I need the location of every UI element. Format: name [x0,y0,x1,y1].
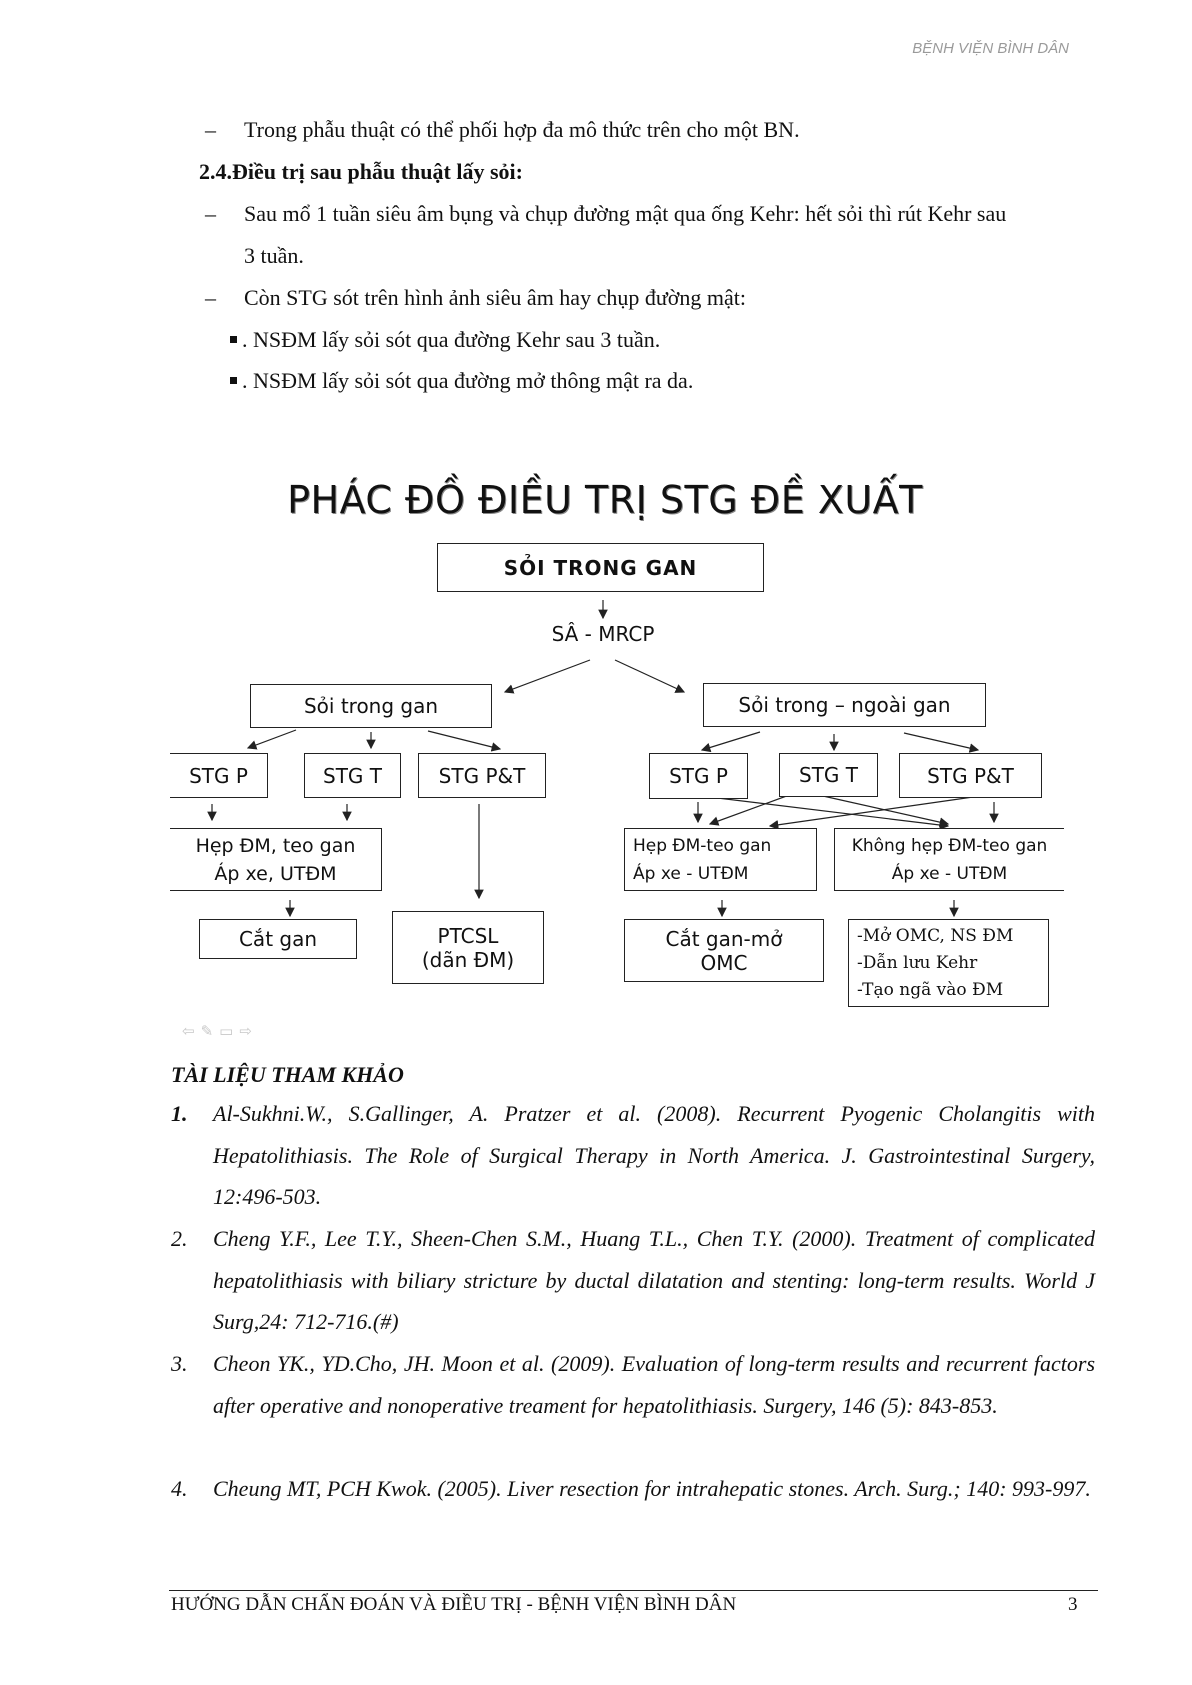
left-group-label: Sỏi trong gan [303,694,439,718]
node-label: STG P&T [927,763,1014,788]
treatment-step: -Dẫn lưu Kehr [857,952,978,973]
paragraph-line: Sau mổ 1 tuần siêu âm bụng và chụp đường mật qua ống Kehr: hết sỏi thì rút Kehr sau [244,201,1007,226]
node-label: STG P [189,763,248,788]
pen-icon: ✎ [200,1022,220,1040]
condition-line: Áp xe, UTĐM [214,862,337,885]
dash-marker: – [205,117,216,142]
reference-number: 2. [171,1226,188,1251]
bullet-item: . NSĐM lấy sỏi sót qua đường Kehr sau 3 tuần. [242,327,661,352]
node-label: STG T [799,763,858,787]
left-stg-p-node [170,753,268,798]
paragraph-line: 3 tuần. [244,243,304,268]
right-stg-p-node [649,753,748,799]
flowchart-title: PHÁC ĐỒ ĐIỀU TRỊ STG ĐỀ XUẤT [287,478,923,522]
bullet-icon [230,334,237,346]
diagnosis-label: SÂ - MRCP [551,622,655,646]
left-treatment-ptcsl-node [392,911,544,984]
node-label: STG P&T [438,763,526,788]
condition-line: Hẹp ĐM, teo gan [195,834,356,857]
paragraph-line: Trong phẫu thuật có thể phối hợp đa mô thức trên cho một BN. [244,117,800,142]
left-group-node [250,684,492,728]
bullet-item: . NSĐM lấy sỏi sót qua đường mở thông mật ra da. [242,368,694,393]
paragraph-line: Còn STG sót trên hình ảnh siêu âm hay chụp đường mật: [244,285,746,310]
treatment-label: OMC [700,950,748,975]
root-node [437,543,764,592]
footer-text: HƯỚNG DẪN CHẨN ĐOÁN VÀ ĐIỀU TRỊ - BỆNH VIỆN BÌNH DÂN [171,1594,737,1615]
next-arrow-icon: ⇨ [239,1022,258,1040]
footer-rule [169,1590,1098,1591]
condition-line: Áp xe - UTĐM [891,863,1008,884]
reference-text: Cheng Y.F., Lee T.Y., Sheen-Chen S.M., Huang T.L., Chen T.Y. (2000). Treatment of complicated hepatolithiasis with biliary stricture by ductal dilatation and stenting: long-term results. World J Surg,24: 712-716.(#) [213,1226,1095,1335]
root-label: SỎI TRONG GAN [503,555,698,580]
right-stg-t-node [779,753,878,797]
condition-line: Hẹp ĐM-teo gan [633,835,772,856]
dash-marker: – [205,285,216,310]
reference-item [171,1218,1095,1343]
reference-item [171,1093,1095,1218]
treatment-step: -Tạo ngã vào ĐM [857,979,1004,1000]
treatment-label: Cắt gan [238,927,318,951]
right-group-node [703,683,986,727]
right-condition-stenosis-node [624,828,817,891]
running-header: BỆNH VIỆN BÌNH DÂN [912,40,1069,57]
reference-number: 4. [171,1476,188,1501]
treatment-flowchart [150,470,1090,1030]
reference-text: Cheung MT, PCH Kwok. (2005). Liver resection for intrahepatic stones. Arch. Surg.; 140: 993-997. [213,1476,1091,1501]
treatment-label: PTCSL [437,923,499,948]
right-stg-pt-node [899,753,1042,798]
menu-icon: ▭ [219,1022,240,1040]
left-stg-t-node [304,753,401,798]
prev-arrow-icon: ⇦ [182,1022,201,1040]
reference-text: Cheon YK., YD.Cho, JH. Moon et al. (2009). Evaluation of long-term results and recurrent factors after operative and nonoperative treament for hepatolithiasis. Surgery, 146 (5): 843-853. [213,1351,1095,1418]
section-heading: 2.4.Điều trị sau phẫu thuật lấy sỏi: [199,159,523,184]
treatment-label: (dãn ĐM) [421,947,515,972]
right-group-label: Sỏi trong – ngoài gan [738,693,951,717]
reference-item [171,1343,1095,1426]
slide-nav-icons [182,1022,258,1040]
bullet-icon [230,375,237,387]
reference-item [171,1468,1095,1510]
reference-text: Al-Sukhni.W., S.Gallinger, A. Pratzer et al. (2008). Recurrent Pyogenic Cholangitis with Hepatolithiasis. The Role of Surgical Therapy in North America. J. Gastrointestinal Surgery, 12:496-503. [213,1101,1095,1210]
right-treatment-resection-node [624,919,824,982]
references-title: TÀI LIỆU THAM KHẢO [171,1062,404,1087]
dash-marker: – [205,201,216,226]
right-condition-no-stenosis-node [834,828,1064,891]
node-label: STG T [323,763,382,788]
reference-number: 3. [171,1351,188,1376]
left-treatment-resection-node [199,919,357,959]
left-condition-node [170,828,382,891]
left-stg-pt-node [418,753,546,798]
condition-line: Không hẹp ĐM-teo gan [851,835,1048,856]
treatment-label: Cắt gan-mở [665,926,783,951]
treatment-step: -Mở OMC, NS ĐM [857,925,1014,946]
condition-line: Áp xe - UTĐM [633,863,749,884]
reference-number: 1. [171,1101,188,1126]
right-treatment-omc-node [848,919,1049,1007]
page-number: 3 [1068,1594,1078,1615]
node-label: STG P [669,764,728,788]
